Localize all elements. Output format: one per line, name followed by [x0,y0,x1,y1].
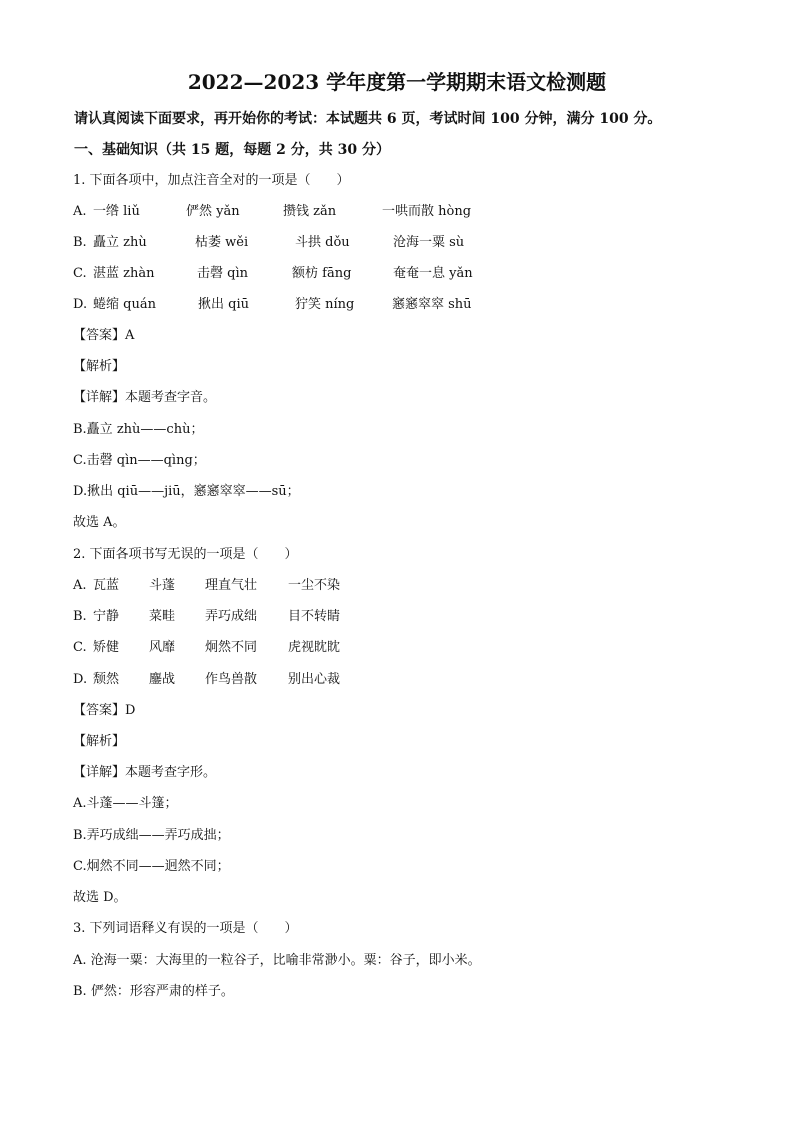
option-item: 湛蓝 zhàn [93,266,155,281]
option-item: 菜畦 [149,609,176,624]
option-item: 俨然 yǎn [186,204,240,219]
q3-option-a: A. 沧海一粟：大海里的一粒谷子，比喻非常渺小。粟：谷子，即小米。 [73,953,481,968]
q2-explanation: B.弄巧成绌——弄巧成拙； [73,828,230,843]
option-item: 虎视眈眈 [288,640,341,655]
q2-explanation: A.斗蓬——斗篷； [73,796,178,811]
option-item: 理直气壮 [205,578,258,593]
option-item: 蜷缩 quán [93,297,156,312]
option-label: A. [73,204,87,219]
option-item: 揪出 qiū [198,297,249,312]
option-label: B. [73,235,87,250]
option-item: 一尘不染 [288,578,341,593]
option-item: 弄巧成绌 [205,609,258,624]
q1-detail: 【详解】本题考查字音。 [73,390,217,405]
option-item: 额枋 fāng [292,266,352,281]
q2-answer: 【答案】D [73,703,136,718]
option-item: 枯萎 wěi [195,235,249,250]
option-label: D. [73,672,88,687]
option-item: 风靡 [149,640,176,655]
option-item: 矫健 [93,640,120,655]
option-item: 作鸟兽散 [205,672,258,687]
option-label: A. [73,578,87,593]
option-label: B. [73,609,87,624]
option-item: 沧海一粟 sù [393,235,465,250]
option-label: C. [73,266,87,281]
option-item: 斗拱 dǒu [295,235,350,250]
option-item: 目不转睛 [288,609,341,624]
q2-stem: 2. 下面各项书写无误的一项是（ ） [73,547,298,562]
option-item: 窸窸窣窣 shū [392,297,472,312]
option-item: 斗蓬 [149,578,176,593]
option-item: 瓦蓝 [93,578,120,593]
q2-conclusion: 故选 D。 [73,890,127,905]
q2-analysis-heading: 【解析】 [73,734,126,749]
q3-stem: 3. 下列词语释义有误的一项是（ ） [73,921,298,936]
option-item: 奄奄一息 yǎn [393,266,473,281]
option-item: 宁静 [93,609,120,624]
option-item: 一哄而散 hòng [382,204,472,219]
q1-answer: 【答案】A [73,328,135,343]
option-label: D. [73,297,88,312]
q1-explanation: D.揪出 qiū——jiū，窸窸窣窣——sū； [73,484,300,499]
option-item: 一绺 liǔ [93,204,140,219]
option-item: 别出心裁 [288,672,341,687]
section-heading: 一、基础知识（共 15 题，每题 2 分，共 30 分） [74,142,390,158]
option-item: 击磬 qìn [197,266,248,281]
option-label: C. [73,640,87,655]
page-title: 2022—2023 学年度第一学期期末语文检测题 [187,70,607,94]
q3-option-b: B. 俨然：形容严肃的样子。 [73,984,234,999]
q2-explanation: C.炯然不同——迥然不同； [73,859,230,874]
option-item: 矗立 zhù [93,235,147,250]
q1-analysis-heading: 【解析】 [73,359,126,374]
q2-detail: 【详解】本题考查字形。 [73,765,217,780]
q1-explanation: C.击磬 qìn——qìng； [73,453,206,468]
option-item: 狞笑 níng [295,297,355,312]
q1-conclusion: 故选 A。 [73,515,126,530]
option-item: 攒钱 zǎn [283,204,337,219]
q1-explanation: B.矗立 zhù——chù； [73,422,204,437]
q1-stem: 1. 下面各项中，加点注音全对的一项是（ ） [73,173,350,188]
exam-instructions: 请认真阅读下面要求，再开始你的考试：本试题共 6 页，考试时间 100 分钟，满分 100 分。 [74,111,662,127]
option-item: 炯然不同 [205,640,258,655]
option-item: 鏖战 [149,672,176,687]
option-item: 颓然 [93,672,120,687]
